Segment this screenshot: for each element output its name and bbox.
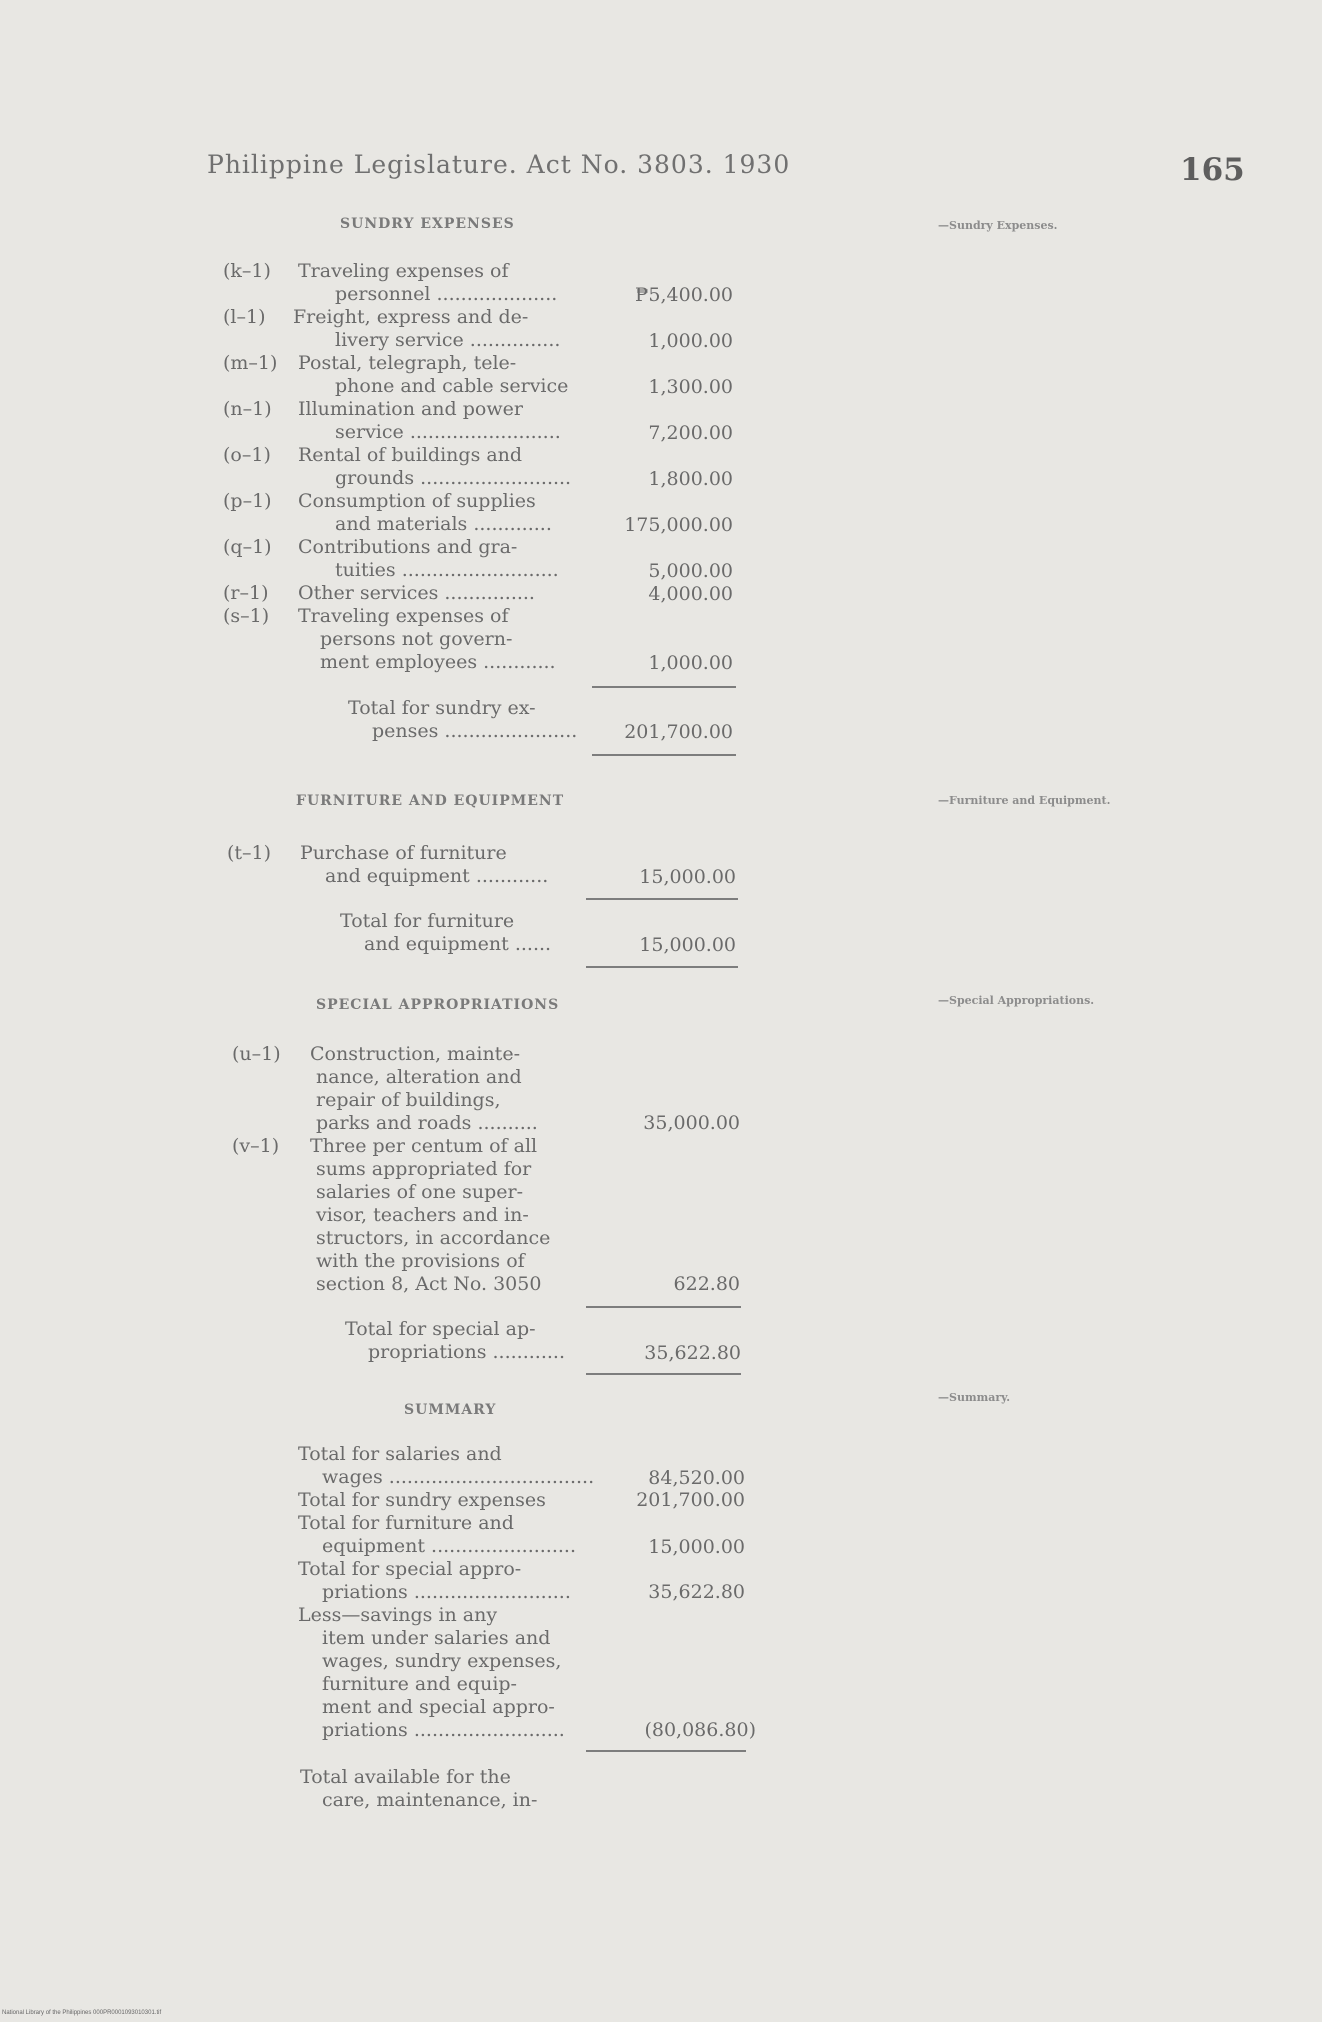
summary-text: Total for sundry expenses bbox=[298, 1489, 546, 1511]
margin-note-furniture: —Furniture and Equipment. bbox=[938, 794, 1111, 807]
total-text: Total for special ap- bbox=[345, 1318, 536, 1340]
summary-text: equipment ........................ bbox=[322, 1535, 577, 1557]
item-text: Freight, express and de- bbox=[293, 306, 529, 328]
item-text: Three per centum of all bbox=[310, 1135, 538, 1157]
item-amount: 622.80 bbox=[673, 1273, 740, 1295]
summary-amount: 15,000.00 bbox=[648, 1536, 745, 1558]
section-heading-special: SPECIAL APPROPRIATIONS bbox=[316, 997, 560, 1013]
item-amount: 1,000.00 bbox=[648, 330, 733, 352]
item-label: (u–1) bbox=[232, 1043, 281, 1065]
item-text: Construction, mainte- bbox=[310, 1043, 520, 1065]
item-text: Consumption of supplies bbox=[298, 490, 536, 512]
item-text: Traveling expenses of bbox=[298, 605, 509, 627]
item-amount: 15,000.00 bbox=[639, 866, 736, 888]
section-heading-furniture: FURNITURE AND EQUIPMENT bbox=[296, 793, 565, 809]
section-heading-summary: SUMMARY bbox=[404, 1402, 497, 1418]
item-amount: 5,000.00 bbox=[648, 560, 733, 582]
item-label: (p–1) bbox=[223, 490, 272, 512]
summary-final-text: Total available for the bbox=[300, 1766, 511, 1788]
item-amount: 7,200.00 bbox=[648, 422, 733, 444]
page-number: 165 bbox=[1180, 152, 1245, 188]
total-text: penses ...................... bbox=[372, 720, 578, 742]
summary-text: wages .................................. bbox=[322, 1466, 595, 1488]
item-text: repair of buildings, bbox=[316, 1089, 501, 1111]
summary-text: item under salaries and bbox=[322, 1627, 551, 1649]
item-text: Contributions and gra- bbox=[298, 536, 518, 558]
item-text: Postal, telegraph, tele- bbox=[298, 352, 517, 374]
item-label: (l–1) bbox=[223, 306, 266, 328]
total-text: and equipment ...... bbox=[364, 933, 552, 955]
item-text: phone and cable service bbox=[335, 375, 569, 397]
item-label: (o–1) bbox=[223, 444, 271, 466]
item-label: (r–1) bbox=[223, 582, 269, 604]
subtotal-rule bbox=[586, 1306, 741, 1308]
item-amount: 1,000.00 bbox=[648, 652, 733, 674]
summary-final-text: care, maintenance, in- bbox=[322, 1789, 538, 1811]
total-text: propriations ............ bbox=[368, 1341, 565, 1363]
summary-rule bbox=[586, 1750, 746, 1752]
subtotal-rule bbox=[592, 686, 736, 688]
item-text: salaries of one super- bbox=[316, 1181, 524, 1203]
margin-note-special: —Special Appropriations. bbox=[938, 994, 1095, 1007]
item-amount: ₱5,400.00 bbox=[634, 284, 733, 306]
summary-amount: 84,520.00 bbox=[648, 1467, 745, 1489]
subtotal-rule bbox=[586, 898, 738, 900]
item-text: ment employees ............ bbox=[320, 651, 556, 673]
item-amount: 35,000.00 bbox=[643, 1112, 740, 1134]
summary-text: ment and special appro- bbox=[322, 1696, 555, 1718]
item-text: tuities .......................... bbox=[335, 559, 559, 581]
total-amount: 35,622.80 bbox=[644, 1342, 741, 1364]
item-text: Purchase of furniture bbox=[300, 842, 507, 864]
item-text: Rental of buildings and bbox=[298, 444, 523, 466]
item-label: (t–1) bbox=[227, 842, 272, 864]
item-text: Illumination and power bbox=[298, 398, 523, 420]
section-heading-sundry: SUNDRY EXPENSES bbox=[340, 216, 515, 232]
summary-amount: 35,622.80 bbox=[648, 1581, 745, 1603]
total-rule bbox=[592, 754, 736, 756]
margin-note-summary: —Summary. bbox=[938, 1391, 1011, 1404]
item-text: sums appropriated for bbox=[316, 1158, 532, 1180]
item-label: (q–1) bbox=[223, 536, 272, 558]
item-label: (n–1) bbox=[223, 398, 272, 420]
summary-text: Less—savings in any bbox=[298, 1604, 498, 1626]
total-amount: 201,700.00 bbox=[624, 721, 733, 743]
item-text: livery service ............... bbox=[335, 329, 561, 351]
margin-note-sundry: —Sundry Expenses. bbox=[938, 219, 1058, 232]
item-amount: 1,300.00 bbox=[648, 376, 733, 398]
summary-text: furniture and equip- bbox=[322, 1673, 517, 1695]
summary-amount: 201,700.00 bbox=[636, 1489, 745, 1511]
item-text: parks and roads .......... bbox=[316, 1112, 538, 1134]
item-text: Traveling expenses of bbox=[298, 260, 509, 282]
item-text: service ......................... bbox=[335, 421, 561, 443]
item-text: Other services ............... bbox=[298, 582, 535, 604]
item-label: (s–1) bbox=[223, 605, 270, 627]
total-text: Total for sundry ex- bbox=[348, 697, 536, 719]
summary-text: priations ......................... bbox=[322, 1719, 565, 1741]
item-amount: 175,000.00 bbox=[624, 514, 733, 536]
total-text: Total for furniture bbox=[340, 910, 515, 932]
item-text: persons not govern- bbox=[320, 628, 513, 650]
total-rule bbox=[586, 1373, 741, 1375]
item-text: personnel .................... bbox=[335, 283, 558, 305]
summary-text: Total for special appro- bbox=[298, 1558, 522, 1580]
summary-text: priations .......................... bbox=[322, 1581, 571, 1603]
total-amount: 15,000.00 bbox=[639, 934, 736, 956]
item-text: and equipment ............ bbox=[325, 865, 549, 887]
item-text: grounds ......................... bbox=[335, 467, 572, 489]
item-label: (v–1) bbox=[232, 1135, 280, 1157]
running-header: Philippine Legislature. Act No. 3803. 1930 bbox=[207, 150, 791, 179]
summary-text: wages, sundry expenses, bbox=[322, 1650, 562, 1672]
summary-text: Total for furniture and bbox=[298, 1512, 514, 1534]
summary-amount: (80,086.80) bbox=[644, 1719, 756, 1741]
scan-footer: National Library of the Philippines 000PR0001093010301.tif bbox=[2, 2010, 162, 2016]
summary-text: Total for salaries and bbox=[298, 1443, 502, 1465]
item-amount: 1,800.00 bbox=[648, 468, 733, 490]
item-amount: 4,000.00 bbox=[648, 583, 733, 605]
item-label: (k–1) bbox=[223, 260, 271, 282]
item-label: (m–1) bbox=[223, 352, 278, 374]
item-text: visor, teachers and in- bbox=[316, 1204, 529, 1226]
item-text: section 8, Act No. 3050 bbox=[316, 1273, 542, 1295]
item-text: and materials ............. bbox=[335, 513, 552, 535]
item-text: nance, alteration and bbox=[316, 1066, 522, 1088]
total-rule bbox=[586, 966, 738, 968]
item-text: with the provisions of bbox=[316, 1250, 525, 1272]
item-text: structors, in accordance bbox=[316, 1227, 551, 1249]
